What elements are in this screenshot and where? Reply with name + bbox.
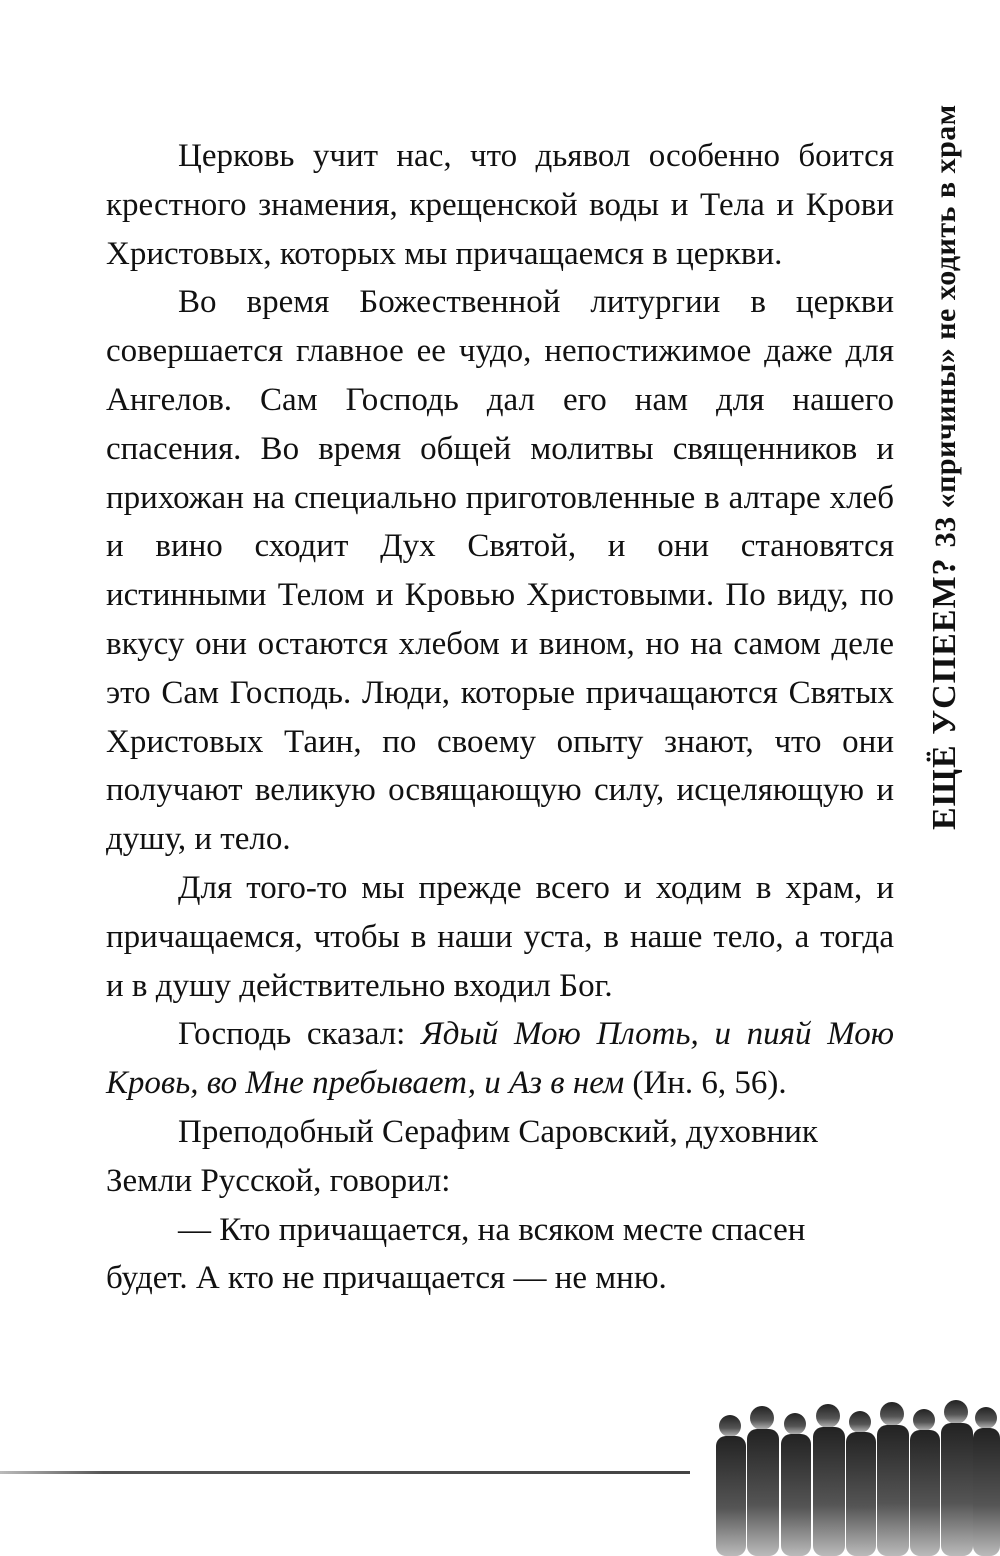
running-head [924,90,974,830]
quote-italic: Ядый Мою Плоть, и пияй Мою Кровь, во Мне пребывает, и Аз в нем [106,1016,894,1102]
paragraph-1: Церковь учит нас, что дьявол особенно боится крестного знамения, крещенской воды и Тела и Крови Христовых, которых мы причащаемся в церкви. [106,138,894,272]
paragraph-seraphim-intro: Преподобный Серафим Саровский, духовник Земли Русской, говорил: [106,1113,818,1199]
quote-reference: (Ин. 6, 56). [624,1065,787,1102]
main-text [106,132,894,1303]
quote-lead: Господь сказал: [178,1016,422,1053]
paragraph-quote [106,1010,894,1108]
running-head-title: ЕЩЁ УСПЕЕМ? [926,557,963,830]
running-head-subtitle: 33 «причины» не ходить в храм [929,104,962,548]
footer-rule [0,1471,690,1474]
paragraph-3: Для того-то мы прежде всего и ходим в храм, и причащаемся, чтобы в наши уста, в наше тело, а тогда и в душу действительно входил Бог. [106,869,894,1004]
crowd-silhouette-decoration [700,1396,1000,1556]
paragraph-2: Во время Божественной литургии в церкви совершается главное ее чудо, непостижимое даже для Ангелов. Сам Господь дал его нам для нашего спасения. Во время общей молитвы священников и прихожан на специально приготовленные в алтаре хлеб и вино сходит Дух Святой, и они становятся истинными Телом и Кровью Христовыми. По виду, по вкусу они остаются хлебом и вином, но на самом деле это Сам Господь. Люди, которые причащаются Святых Христовых Таин, по своему опыту знают, что они получают великую освящающую силу, исцеляющую и душу, и тело. [106,284,894,858]
paragraph-seraphim-saying: — Кто причащается, на всяком месте спасен будет. А кто не причащается — не мню. [106,1211,806,1297]
